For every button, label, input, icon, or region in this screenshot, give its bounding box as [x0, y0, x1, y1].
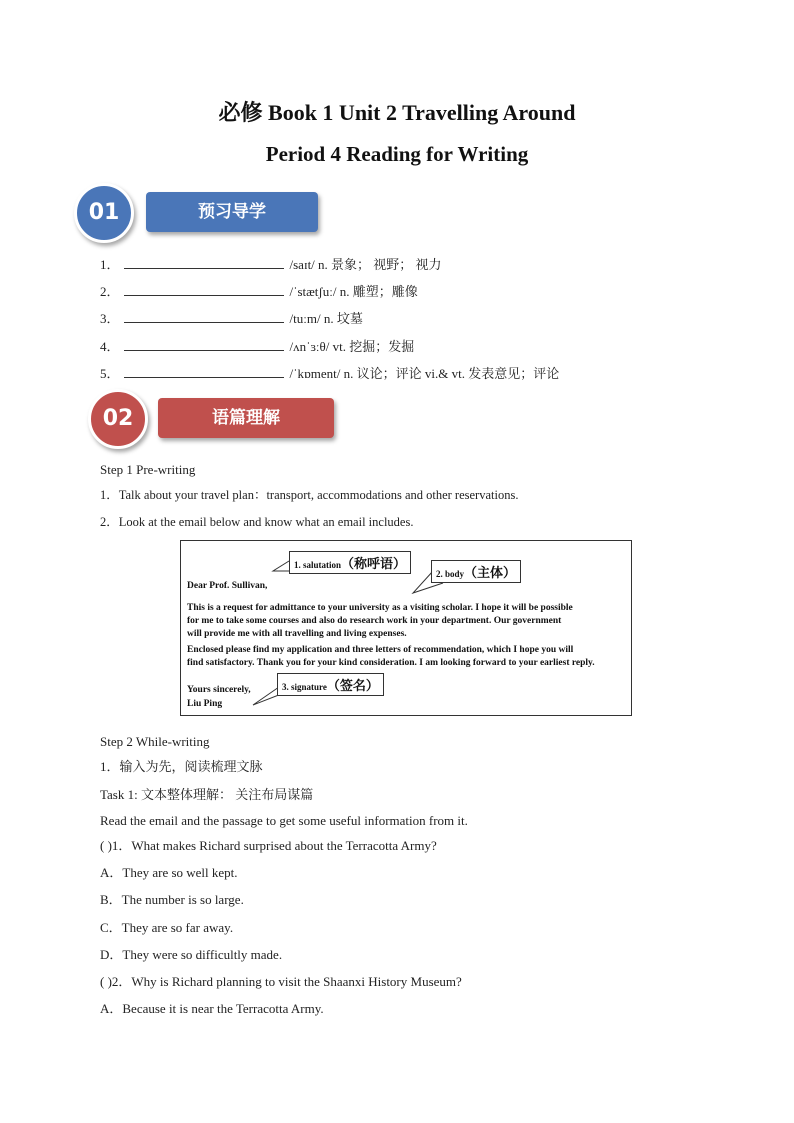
vocab-number: 5．: [100, 366, 120, 381]
document-subtitle: Period 4 Reading for Writing: [265, 142, 529, 166]
vocab-definition: /ˈstætʃuː/ n. 雕塑；雕像: [289, 284, 418, 299]
question-1-option-d: D．They were so difficultly made.: [100, 947, 283, 962]
callout-signature: [277, 673, 384, 696]
document-title: 必修 Book 1 Unit 2 Travelling Around: [218, 100, 576, 125]
vocab-definition: /tuːm/ n. 坟墓: [289, 311, 363, 326]
section-1-label: 预习导学: [198, 202, 266, 222]
callout-label: 2. body: [436, 569, 465, 579]
email-closing: Yours sincerely,: [187, 685, 251, 695]
callout-salutation: [289, 551, 411, 574]
callout-label: 1. salutation: [294, 560, 342, 570]
vocab-item-4: [100, 338, 414, 355]
email-greeting: Dear Prof. Sullivan,: [187, 581, 268, 591]
vocab-number: 1．: [100, 257, 120, 272]
task-1-heading: Task 1: 文本整体理解： 关注布局谋篇: [100, 787, 314, 802]
step1-heading: Step 1 Pre-writing: [100, 462, 196, 477]
question-2: ( )2．Why is Richard planning to visit the Shaanxi History Museum?: [100, 974, 462, 989]
email-body-line: This is a request for admittance to your university as a visiting scholar. I hope it will be possible: [187, 603, 573, 613]
section-1-number-badge: [74, 183, 134, 243]
vocab-item-1: [100, 256, 442, 273]
answer-blank[interactable]: [124, 256, 284, 269]
answer-blank[interactable]: [124, 365, 284, 378]
section-2-label: 语篇理解: [212, 408, 280, 428]
email-body-line: Enclosed please find my application and three letters of recommendation, which I hope you will: [187, 645, 574, 655]
question-1-option-a: A．They are so well kept.: [100, 865, 238, 880]
step1-item-2: 2．Look at the email below and know what an email includes.: [100, 515, 414, 529]
vocab-item-3: [100, 310, 363, 327]
answer-blank[interactable]: [124, 338, 284, 351]
email-example-figure: [180, 540, 632, 716]
section-1-number: 01: [88, 200, 120, 225]
question-2-option-a: A．Because it is near the Terracotta Army.: [100, 1001, 324, 1016]
task-instruction: Read the email and the passage to get some useful information from it.: [100, 813, 468, 828]
question-1-option-b: B．The number is so large.: [100, 892, 244, 907]
answer-blank[interactable]: [124, 310, 284, 323]
callout-label-zh: （称呼语）: [341, 557, 407, 572]
vocab-definition: /saɪt/ n. 景象； 视野； 视力: [289, 257, 442, 272]
question-1-option-c: C．They are so far away.: [100, 920, 234, 935]
answer-blank[interactable]: [124, 283, 284, 296]
vocab-number: 3．: [100, 311, 120, 326]
vocab-definition: /ʌnˈɜːθ/ vt. 挖掘；发掘: [289, 339, 415, 354]
email-body-line: will provide me with all travelling and living expenses.: [187, 629, 407, 639]
vocab-number: 2．: [100, 284, 120, 299]
step2-heading: Step 2 While-writing: [100, 734, 210, 749]
section-2-banner: [158, 398, 334, 438]
email-body-line: for me to take some courses and also do research work in your department. Our government: [187, 616, 562, 626]
callout-label-zh: （签名）: [326, 679, 379, 694]
callout-label-zh: （主体）: [464, 566, 517, 581]
callout-body: [431, 560, 521, 583]
section-2-number: 02: [102, 406, 134, 431]
step2-subheading: 1．输入为先，阅读梳理文脉: [100, 759, 263, 774]
vocab-item-2: [100, 283, 418, 300]
callout-label: 3. signature: [282, 682, 327, 692]
vocab-number: 4．: [100, 339, 120, 354]
step1-item-1: 1．Talk about your travel plan：transport, accommodations and other reservations.: [100, 488, 519, 502]
email-body-line: find satisfactory. Thank you for your kind consideration. I am looking forward to your earliest reply.: [187, 658, 595, 668]
vocab-item-5: [100, 365, 559, 382]
email-signature-name: Liu Ping: [187, 699, 223, 709]
question-1: ( )1．What makes Richard surprised about the Terracotta Army?: [100, 838, 437, 853]
vocab-definition: /ˈkɒment/ n. 议论；评论 vi.& vt. 发表意见；评论: [289, 366, 560, 381]
section-1-banner: [146, 192, 318, 232]
section-2-number-badge: [88, 389, 148, 449]
